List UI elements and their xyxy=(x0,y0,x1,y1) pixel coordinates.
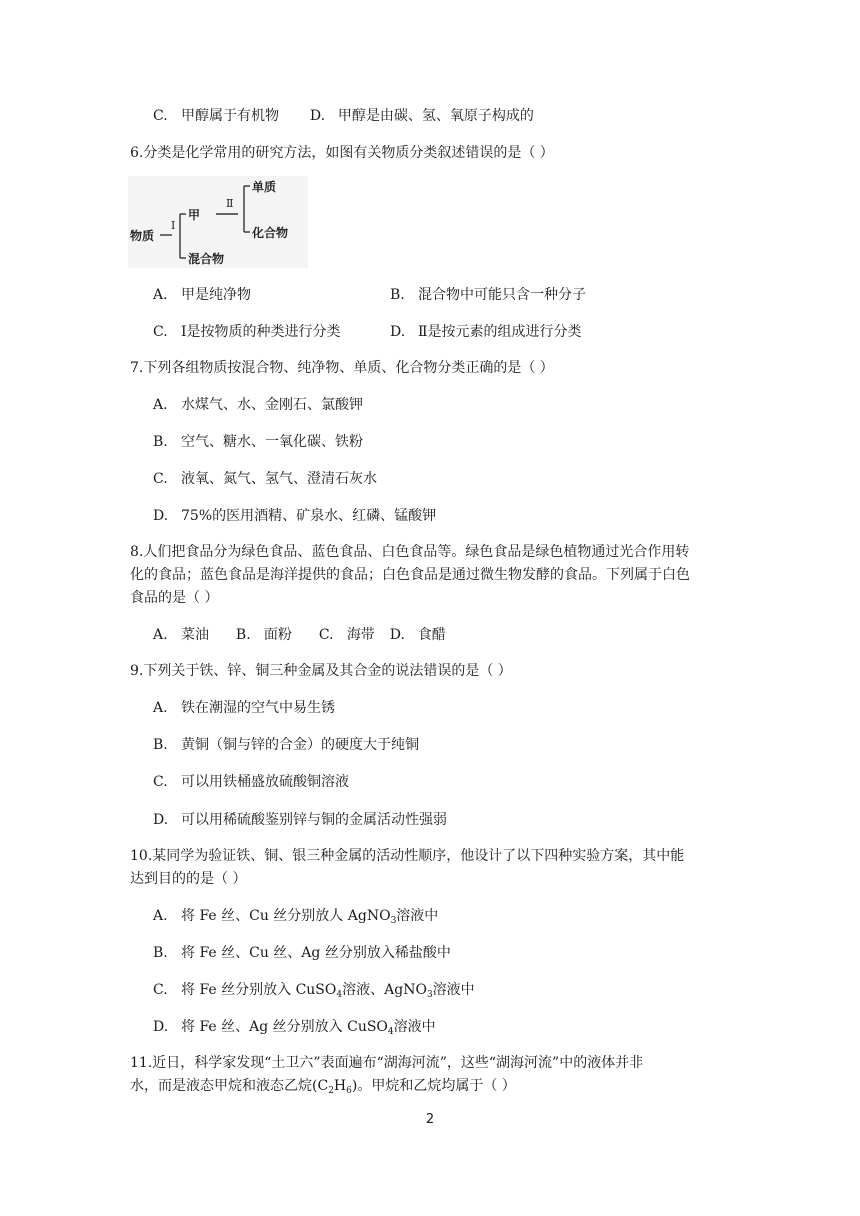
page-number: 2 xyxy=(425,1112,435,1127)
diagram-branch-top: 甲 xyxy=(188,208,201,222)
option-text: 溶液、AgNO xyxy=(342,982,427,998)
subscript: 6 xyxy=(346,1086,352,1096)
question-10-stem-line1: 10.某同学为验证铁、铜、银三种金属的活动性顺序，他设计了以下四种实验方案，其中能 xyxy=(130,848,685,864)
diagram-leaf-top: 单质 xyxy=(252,180,277,194)
q10-option xyxy=(153,980,475,1005)
question-11-stem-line1: 11.近日，科学家发现“土卫六”表面遍布“湖海河流”，这些“湖海河流”中的液体并非 xyxy=(130,1055,644,1071)
option-text: 将 Fe 丝、Cu 丝分别放人 AgNO xyxy=(181,908,391,924)
subscript: 4 xyxy=(336,990,343,1000)
option-text: 可以用铁桶盛放硫酸铜溶液 xyxy=(181,774,349,790)
q9-option xyxy=(153,810,447,830)
q6-option-row xyxy=(153,285,251,305)
classification-diagram xyxy=(128,176,308,268)
subscript: 2 xyxy=(328,1086,334,1096)
option-label: A. xyxy=(153,908,168,924)
option-label: B. xyxy=(390,287,405,303)
stem-text: )。甲烷和乙烷均属于（ ） xyxy=(351,1078,516,1094)
diagram-root: 物质 xyxy=(130,229,155,243)
q6-option-row xyxy=(390,322,582,342)
q8-option-row xyxy=(153,625,446,645)
option-label: C. xyxy=(153,108,168,124)
option-text: 将 Fe 丝分别放入 CuSO xyxy=(181,982,337,998)
option-label: A. xyxy=(153,287,168,303)
option-text: 溶液中 xyxy=(432,982,475,998)
diagram-branch-bottom: 混合物 xyxy=(188,252,225,266)
option-label: B. xyxy=(153,737,168,753)
diagram-level1: Ⅰ xyxy=(171,219,176,232)
question-6-stem: 6.分类是化学常用的研究方法，如图有关物质分类叙述错误的是（ ） xyxy=(130,145,554,161)
option-label: C. xyxy=(153,982,168,998)
question-9-stem: 9.下列关于铁、锌、铜三种金属及其合金的说法错误的是（ ） xyxy=(130,663,512,679)
q7-option xyxy=(153,506,436,526)
question-10-stem-line2: 达到目的的是（ ） xyxy=(130,871,247,887)
option-text: 黄铜（铜与锌的合金）的硬度大于纯铜 xyxy=(181,737,419,753)
option-text: 空气、糖水、一氧化碳、铁粉 xyxy=(181,434,363,450)
stem-text: H xyxy=(333,1078,347,1094)
option-label: D. xyxy=(153,1019,169,1035)
q6-option-row xyxy=(390,285,586,305)
subscript: 3 xyxy=(426,990,433,1000)
option-label: B. xyxy=(153,945,168,961)
diagram-leaf-bottom: 化合物 xyxy=(252,226,289,240)
option-text: 混合物中可能只含一种分子 xyxy=(418,287,586,303)
option-text: 食醋 xyxy=(417,627,446,643)
q10-option xyxy=(153,906,438,931)
option-text: 75%的医用酒精、矿泉水、红磷、锰酸钾 xyxy=(181,508,437,524)
q6-option-row xyxy=(153,322,341,342)
option-text: 海带 xyxy=(346,627,375,643)
question-8-stem-line3: 食品的是（ ） xyxy=(130,590,219,606)
option-text: 甲醇是由碳、氢、氧原子构成的 xyxy=(337,108,534,124)
option-label: A. xyxy=(153,700,168,716)
option-label: C. xyxy=(153,471,168,487)
option-text: 水煤气、水、金刚石、氯酸钾 xyxy=(181,397,363,413)
option-text: 面粉 xyxy=(263,627,292,643)
question-11-stem-line2 xyxy=(130,1076,516,1101)
option-text: 液氧、氮气、氢气、澄清石灰水 xyxy=(181,471,377,487)
option-label: C. xyxy=(318,627,334,643)
option-text: 溶液中 xyxy=(396,908,439,924)
q9-option xyxy=(153,698,335,718)
question-8-stem-line2: 化的食品；蓝色食品是海洋提供的食品；白色食品是通过微生物发酵的食品。下列属于白色 xyxy=(130,567,690,583)
question-8-stem-line1: 8.人们把食品分为绿色食品、蓝色食品、白色食品等。绿色食品是绿色植物通过光合作用转 xyxy=(130,544,690,560)
q5-option-row xyxy=(153,106,534,126)
option-text: Ⅱ是按元素的组成进行分类 xyxy=(418,324,582,340)
q9-option xyxy=(153,772,349,792)
subscript: 4 xyxy=(387,1027,394,1037)
option-label: C. xyxy=(153,774,168,790)
option-label: D. xyxy=(153,508,169,524)
q7-option xyxy=(153,432,363,452)
option-label: D. xyxy=(389,627,405,643)
q10-option xyxy=(153,943,451,963)
stem-text: 水，而是液态甲烷和液态乙烷(C xyxy=(130,1078,329,1094)
option-text: 甲醇属于有机物 xyxy=(181,108,279,124)
q7-option xyxy=(153,395,363,415)
option-text: 可以用稀硫酸鉴别锌与铜的金属活动性强弱 xyxy=(181,812,447,828)
option-text: 铁在潮湿的空气中易生锈 xyxy=(181,700,335,716)
option-text: 将 Fe 丝、Ag 丝分别放入 CuSO xyxy=(181,1019,388,1035)
question-7-stem: 7.下列各组物质按混合物、纯净物、单质、化合物分类正确的是（ ） xyxy=(130,360,554,376)
option-label: D. xyxy=(309,108,326,124)
q7-option xyxy=(153,469,377,489)
option-text: 甲是纯净物 xyxy=(181,287,251,303)
option-label: B. xyxy=(153,434,168,450)
diagram-level2: Ⅱ xyxy=(226,197,234,210)
option-text: 溶液中 xyxy=(393,1019,436,1035)
option-label: A. xyxy=(153,397,168,413)
option-label: A. xyxy=(153,627,168,643)
option-text: Ⅰ是按物质的种类进行分类 xyxy=(181,324,341,340)
subscript: 3 xyxy=(390,916,397,926)
option-label: D. xyxy=(390,324,406,340)
option-label: D. xyxy=(153,812,169,828)
option-text: 菜油 xyxy=(181,627,209,643)
option-text: 将 Fe 丝、Cu 丝、Ag 丝分别放入稀盐酸中 xyxy=(181,945,451,961)
option-label: C. xyxy=(153,324,168,340)
q10-option xyxy=(153,1017,436,1042)
q9-option xyxy=(153,735,419,755)
option-label: B. xyxy=(235,627,251,643)
